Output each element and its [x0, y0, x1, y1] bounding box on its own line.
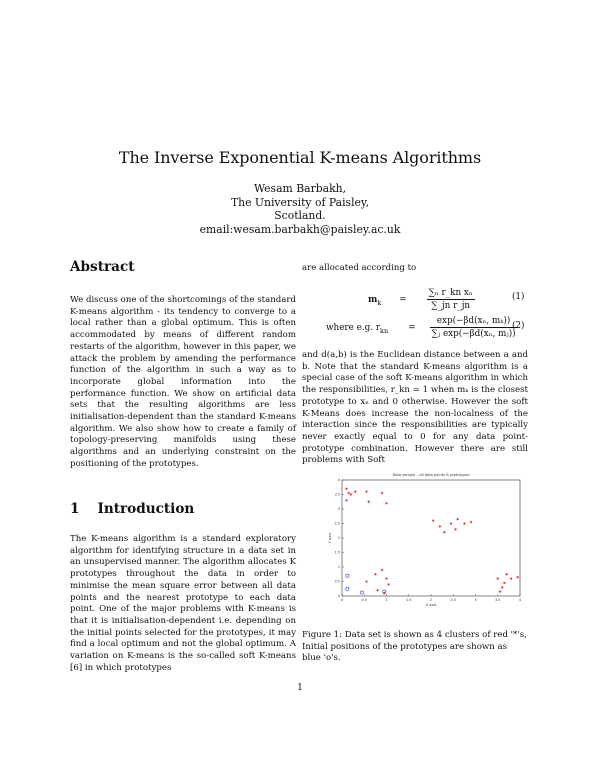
author-country: Scotland.	[274, 209, 326, 223]
data-point	[381, 492, 384, 495]
abstract-body: We discuss one of the shortcomings of the standard K-means algorithm - its tendency to converge to a local rather than a global optimum. This is often accommodated by means of different random restarts of the algorithm, however in this paper, we attack the problem by amending the performance function of the algorithm in such a way as to incorporate global information into the performance function. We show on artificial data sets that the resulting algorithms are less initialisation-dependent than the standard K-means algorithm. We also show how to create a family of topology-preserving manifolds using these algorithms and an underlying constraint on the positioning of the prototypes.	[70, 295, 296, 469]
x-tick-label: 3.5	[495, 598, 501, 602]
y-tick-label: 3.5	[334, 492, 340, 497]
eq1-denominator: ∑_jn r_jn	[431, 301, 471, 311]
eq2-fraction	[430, 316, 518, 339]
eq1-equals: =	[399, 294, 407, 305]
x-tick-label: 1.5	[406, 598, 412, 602]
right-lead-text: are allocated according to	[302, 263, 417, 273]
data-point	[516, 576, 519, 579]
right-body-block	[302, 350, 528, 467]
intro-section-title: Introduction	[97, 501, 195, 517]
data-point	[463, 522, 466, 525]
eq1-fraction	[427, 288, 475, 311]
intro-body-block	[70, 534, 296, 674]
equation-1	[368, 288, 475, 311]
y-tick-label: 2.5	[334, 521, 340, 526]
chart-title: Data sample – all data points & prototypes	[392, 473, 470, 477]
intro-section-number: 1	[70, 501, 80, 517]
intro-heading	[70, 501, 194, 517]
data-point	[354, 490, 357, 493]
data-point	[376, 589, 379, 592]
data-point	[503, 582, 506, 585]
abstract-body-block	[70, 295, 296, 471]
page-number: 1	[297, 683, 303, 693]
data-point	[496, 577, 499, 580]
x-tick-label: 3	[474, 598, 477, 602]
eq1-numerator: ∑ₙ r_kn xₙ	[428, 288, 473, 298]
eq2-denominator: ∑ⱼ exp(−βd(xₙ, mⱼ))	[431, 329, 516, 339]
data-point	[385, 502, 388, 505]
intro-body: The K-means algorithm is a standard exploratory algorithm for identifying structure in a data set in an unsupervised manner. The algorithm allocates K prototypes throughout the data in order to minimise the mean square error between all data points and the nearest prototype to each data point. One of the major problems with K-means is that it is initialisation-dependent i.e. depending on the initial points selected for the prototypes, it may find a local optimum and not the global optimum. A variation on K-means is the so-called soft K-means [6] in which prototypes	[70, 534, 296, 673]
y-tick-label: 0.5	[334, 579, 340, 584]
y-tick-label: 0	[337, 594, 340, 599]
eq2-number: (2)	[512, 321, 525, 331]
data-point	[374, 573, 377, 576]
data-point	[499, 590, 502, 593]
eq1-lhs: m	[368, 294, 378, 305]
x-axis-label: X axis	[425, 603, 437, 607]
data-point	[505, 573, 508, 576]
data-point	[387, 583, 390, 586]
x-tick-label: 0	[340, 598, 344, 602]
prototype-point	[360, 591, 363, 594]
y-tick-label: 1	[337, 565, 340, 570]
data-point	[470, 521, 473, 524]
data-point	[443, 531, 446, 534]
data-point	[365, 490, 368, 493]
figure-1-scatter-plot	[320, 468, 530, 612]
x-tick-label: 2.5	[450, 598, 456, 602]
right-lead-block	[302, 263, 528, 275]
x-tick-label: 2	[429, 598, 433, 602]
figure-1-caption: Figure 1: Data set is shown as 4 clusters of red '*'s, Initial positions of the prototypes are shown as blue 'o's.	[302, 630, 527, 664]
y-tick-label: 3	[337, 507, 340, 512]
prototype-point	[346, 587, 349, 590]
data-point	[439, 525, 442, 528]
eq2-equals: =	[408, 322, 416, 333]
data-point	[501, 586, 504, 589]
data-point	[450, 522, 453, 525]
equation-2	[326, 316, 518, 339]
data-point	[345, 487, 348, 490]
data-point	[385, 577, 388, 580]
author-name: Wesam Barbakh,	[253, 182, 347, 195]
eq1-lhs-sub: k	[377, 298, 382, 307]
x-tick-label: 0.5	[361, 598, 367, 602]
eq1-number: (1)	[512, 292, 525, 302]
data-point	[381, 569, 384, 572]
data-point	[365, 580, 368, 583]
prototype-point	[346, 574, 349, 577]
x-tick-label: 4	[518, 598, 522, 602]
data-point	[367, 500, 370, 503]
eq2-prefix-sub: kn	[380, 326, 389, 335]
paper-title: The Inverse Exponential K-means Algorithms	[118, 148, 482, 167]
data-point	[456, 518, 459, 521]
author-block	[0, 182, 600, 236]
data-point	[510, 577, 513, 580]
right-body-text: and d(a,b) is the Euclidean distance between a and b. Note that the standard K-means algorithm is a special case of the soft K-means algorithm in which the responsibilities, r_kn = 1 when mₖ is the closest prototype to xₙ and 0 otherwise. However the soft K-Means does increase the non-localness of the interaction since the responsibilities are typically never exactly equal to 0 for any data point-prototype combination. However there are still problems with Soft	[302, 350, 528, 466]
data-point	[432, 519, 435, 522]
y-axis-label: Y axis	[328, 532, 332, 544]
data-point	[345, 499, 348, 502]
data-point	[347, 492, 350, 495]
y-tick-label: 2	[337, 536, 340, 541]
eq2-numerator: exp(−βd(xₙ, mₖ))	[430, 316, 518, 328]
author-affiliation: The University of Paisley,	[230, 195, 370, 209]
data-point	[454, 528, 457, 531]
author-email: email:wesam.barbakh@paisley.ac.uk	[199, 222, 401, 236]
y-tick-label: 4	[337, 478, 340, 483]
data-point	[350, 493, 353, 496]
abstract-heading: Abstract	[70, 259, 135, 275]
eq2-prefix: where e.g. r	[326, 322, 381, 333]
x-tick-label: 1	[385, 598, 388, 602]
y-tick-label: 1.5	[334, 550, 340, 555]
plot-frame	[342, 480, 520, 596]
